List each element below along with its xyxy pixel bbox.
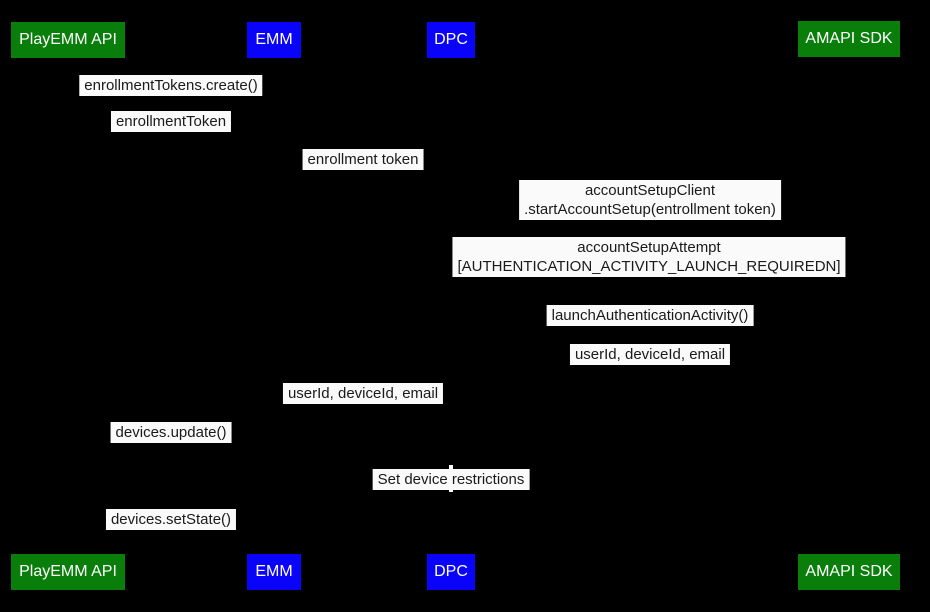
message-enrollment-token-return <box>111 111 231 132</box>
message-userid-deviceid-email-2 <box>283 383 443 404</box>
message-line: enrollmentToken <box>115 113 227 130</box>
message-line: userId, deviceId, email <box>287 385 439 402</box>
message-set-device-restrictions <box>373 469 530 490</box>
message-line: userId, deviceId, email <box>574 346 726 363</box>
participant-emm-bottom: EMM <box>247 554 301 590</box>
participant-amapi-sdk-bottom: AMAPI SDK <box>798 554 900 590</box>
message-launch-authentication-activity <box>547 305 754 326</box>
message-devices-set-state <box>106 509 236 530</box>
participant-emm-top: EMM <box>247 22 301 58</box>
message-line: [AUTHENTICATION_ACTIVITY_LAUNCH_REQUIREDN] <box>457 258 841 275</box>
message-enrollment-token-forward <box>303 149 424 170</box>
participant-dpc-bottom: DPC <box>427 554 475 590</box>
message-line: devices.setState() <box>110 511 232 528</box>
participant-playemm-api-bottom: PlayEMM API <box>11 554 125 590</box>
participant-dpc-top: DPC <box>427 22 475 58</box>
message-userid-deviceid-email-1 <box>570 344 730 365</box>
message-devices-update <box>111 422 232 443</box>
message-account-setup-attempt <box>452 237 845 277</box>
message-line: enrollmentTokens.create() <box>84 77 258 94</box>
message-line: accountSetupAttempt <box>577 239 721 256</box>
message-line: devices.update() <box>115 424 227 441</box>
message-line: .startAccountSetup(entrollment token) <box>524 201 776 218</box>
participant-playemm-api-top: PlayEMM API <box>11 22 125 58</box>
message-line: launchAuthenticationActivity() <box>551 307 749 324</box>
message-start-account-setup <box>519 180 781 220</box>
message-enrollment-tokens-create <box>79 75 262 96</box>
message-line: enrollment token <box>307 151 419 168</box>
message-line: Set device restrictions <box>377 471 525 488</box>
participant-amapi-sdk-top: AMAPI SDK <box>798 21 900 57</box>
message-line: accountSetupClient <box>584 182 716 199</box>
